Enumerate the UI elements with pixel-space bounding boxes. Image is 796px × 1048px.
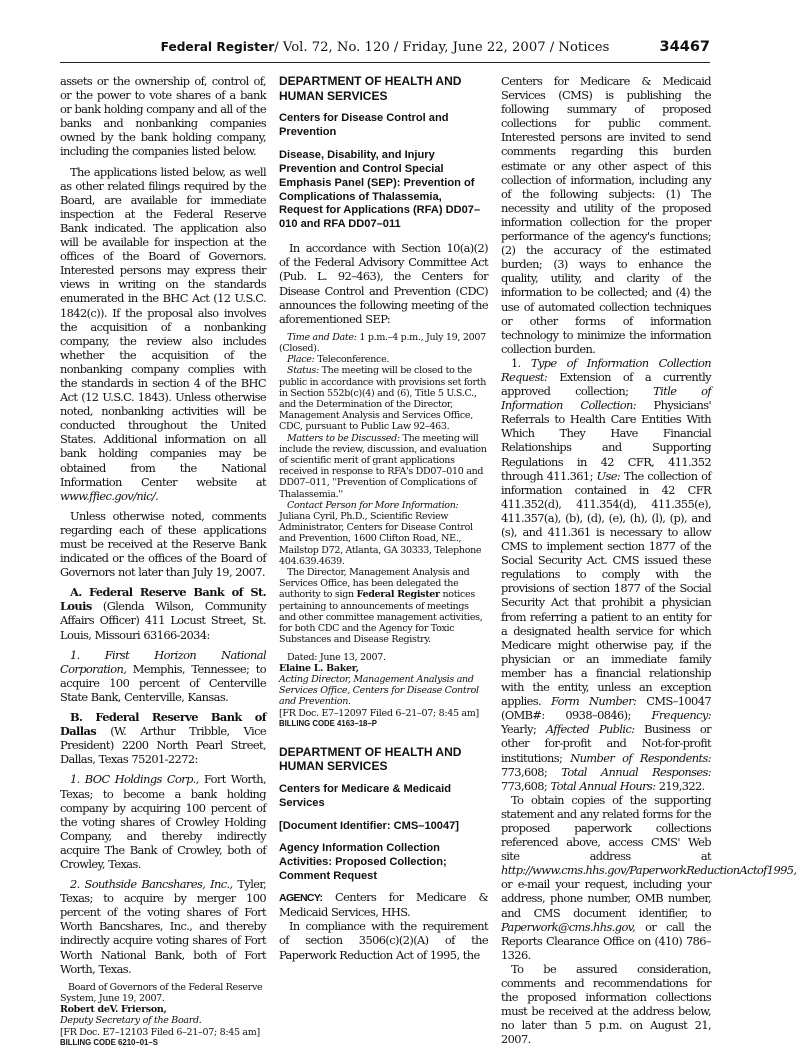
paragraph: Unless otherwise noted, comments regarding each of these applications must be received at the Reserve Bank indicated or the offices of the Board of Governors not later than July 19, 2007.: [60, 508, 266, 580]
meeting-time: Time and Date: 1 p.m.–4 p.m., July 19, 2007 (Closed).: [279, 331, 486, 355]
column-2: [279, 74, 488, 1014]
paragraph: In accordance with Section 10(a)(2) of the Federal Advisory Committee Act (Pub. L. 92–463), the Centers for Disease Control and Prevention (CDC) announces the following meeting of the aforementioned SEP:: [279, 241, 488, 326]
signer-name: Elaine L. Baker,: [279, 662, 359, 674]
fr-doc-line: [FR Doc. E7–12103 Filed 6–21–07; 8:45 am]: [60, 1026, 260, 1038]
paragraph: To be assured consideration, comments and recommendations for the proposed information collections must be received at the address below, no later than 5 p.m. on August 21, 2007.: [501, 961, 711, 1047]
column-3: [501, 74, 796, 1047]
application-entry: 1. BOC Holdings Corp., Fort Worth, Texas; to become a bank holding company by acquiring 100 percent of the voting shares of Crowley Holding Company, and thereby indirectly acquire The Bank of Crowley, both of Crowley, Texas.: [60, 772, 266, 871]
subagency-heading: Centers for Disease Control and Prevention: [279, 112, 449, 138]
page-header: [60, 40, 710, 60]
collection-details: 1. Type of Information Collection Request: Extension of a currently approved collection; Title of Information Collection: Physicians' Referrals to Health Care Entities With Which They Have Financial Relationships and Supporting Regulations in 42 CFR, 411.352 through 411.361; Use: The collection of information contained in 42 CFR 411.352(d), 411.354(d), 411.355(e), 411.357(a), (b), (d), (e), (h), (l), (p), and (s), and 411.361 is necessary to allow CMS to implement section 1877 of the Social Security Act. CMS issued these regulations to comply with the provisions of section 1877 of the Social Security Act that prohibit a physician from referring a patient to an entity for a designated health service for which Medicare might otherwise pay, if the physician or an immediate family member has a financial relationship with the entity, unless an exception applies. Form Number: CMS–10047 (OMB#: 0938–0846); Frequency: Yearly; Affected Public: Business or other for-profit and Not-for-profit institutions; Number of Respondents: 773,608; Total Annual Responses: 773,608; Total Annual Hours: 219,322.: [501, 355, 712, 793]
paragraph: The applications listed below, as well as other related filings required by the Board, are available for immediate inspection at the Federal Reserve Bank indicated. The application also will be available for inspection at the offices of the Board of Governors. Interested persons may express their views in writing on the standards enumerated in the BHC Act (12 U.S.C. 1842(c)). If the proposal also involves the acquisition of a nonbanking company, the review also includes whether the acquisition of the nonbanking company complies with the standards in section 4 of the BHC Act (12 U.S.C. 1843). Unless otherwise noted, nonbanking activities will be conducted throughout the United States. Additional information on all bank holding companies may be obtained from the National Information Center website at www.ffiec.gov/nic/.: [60, 164, 266, 503]
running-head: [60, 40, 710, 55]
signature-date: Board of Governors of the Federal Reserve System, June 19, 2007.: [60, 981, 263, 1004]
issue-info: / Vol. 72, No. 120 / Friday, June 22, 2007 / Notices: [274, 40, 610, 55]
reserve-bank-entry: A. Federal Reserve Bank of St. Louis (Glenda Wilson, Community Affairs Officer) 411 Locust Street, St. Louis, Missouri 63166-2034:: [60, 585, 266, 642]
meeting-status: Status: The meeting will be closed to the public in accordance with provisions set forth in Section 552b(c)(4) and (6), Title 5 U.S.C., and the Determination of the Director, Management Analysis and Services Office, CDC, pursuant to Public Law 92–463.: [279, 365, 487, 433]
column-1: [60, 74, 266, 1047]
document-identifier: [Document Identifier: CMS–10047]: [279, 819, 460, 832]
subagency-heading: Centers for Medicare & Medicaid Services: [279, 782, 452, 809]
agency-heading: DEPARTMENT OF HEALTH AND HUMAN SERVICES: [279, 744, 462, 774]
notice-title: Disease, Disability, and Injury Prevention and Control Special Emphasis Panel (SEP): Prevention of Complications of Thalassemia, Request for Applications (RFA) DD07–010 and RFA DD07–011: [279, 148, 481, 231]
application-entry: 2. Southside Bancshares, Inc., Tyler, Texas; to acquire by merger 100 percent of the voting shares of Fort Worth Bancshares, Inc., and thereby indirectly acquire voting shares of Fort Worth National Bank, both of Fort Worth, Texas.: [60, 877, 266, 976]
signer-name: Robert deV. Frierson,: [60, 1004, 167, 1016]
email-link[interactable]: Paperwork@cms.hhs.gov,: [501, 919, 636, 934]
paragraph: To obtain copies of the supporting statement and any related forms for the proposed paperwork collections referenced above, access CMS' Web site address at http://www.cms.hhs.gov/PaperworkReductionActof1995, or e-mail your request, including your address, phone number, OMB number, and CMS document identifier, to Paperwork@cms.hhs.gov, or call the Reports Clearance Office on (410) 786–1326.: [501, 792, 796, 962]
signature-date: Dated: June 13, 2007.: [287, 651, 386, 663]
notice-title: Agency Information Collection Activities: Proposed Collection; Comment Request: [279, 842, 447, 883]
page-number: 34467: [659, 39, 710, 55]
meeting-matters: Matters to be Discussed: The meeting will include the review, discussion, and evaluation of scientific merit of grant applications received in response to RFA's DD07–010 and DD07–011, ''Prevention of Complications of Thalassemia.'': [279, 432, 487, 500]
paragraph: assets or the ownership of, control of, or the power to vote shares of a bank or bank holding company and all of the banks and nonbanking companies owned by the bank holding company, including the companies listed below.: [60, 74, 266, 159]
paragraph: Centers for Medicare & Medicaid Services (CMS) is publishing the following summary of proposed collections for public comment. Interested persons are invited to send comments regarding this burden estimate or any other aspect of this collection of information, including any of the following subjects: (1) The necessity and utility of the proposed information collection for the proper performance of the agency's functions; (2) the accuracy of the estimated burden; (3) ways to enhance the quality, utility, and clarity of the information to be collected; and (4) the use of automated collection techniques or other forms of information technology to minimize the information collection burden.: [501, 74, 711, 356]
fr-doc-line: [FR Doc. E7–12097 Filed 6–21–07; 8:45 am]: [279, 707, 479, 719]
delegation-paragraph: The Director, Management Analysis and Services Office, has been delegated the authority to sign Federal Register notices pertaining to announcements of meetings and other committee management activities, for both CDC and the Agency for Toxic Substances and Disease Registry.: [279, 567, 483, 646]
paragraph: In compliance with the requirement of section 3506(c)(2)(A) of the Paperwork Reduction Act of 1995, the: [279, 919, 488, 962]
application-entry: 1. First Horizon National Corporation, Memphis, Tennessee; to acquire 100 percent of Centerville State Bank, Centerville, Kansas.: [60, 647, 266, 704]
contact-person: Contact Person for More Information: Juliana Cyril, Ph.D., Scientific Review Administrator, Centers for Disease Control and Prevention, 1600 Clifton Road, NE., Mailstop D72, Atlanta, GA 30333, Telephone 404.639.4639.: [279, 499, 482, 567]
signer-title: Acting Director, Management Analysis and Services Office, Centers for Disease Control and Prevention.: [279, 673, 479, 708]
meeting-place: Place: Teleconference.: [287, 354, 390, 366]
website-link[interactable]: www.ffiec.gov/nic/.: [60, 488, 159, 503]
reserve-bank-name: B. Federal Reserve Bank of Dallas: [60, 710, 266, 739]
agency-heading: DEPARTMENT OF HEALTH AND HUMAN SERVICES: [279, 74, 462, 103]
reserve-bank-entry: B. Federal Reserve Bank of Dallas (W. Arthur Tribble, Vice President) 2200 North Pearl Street, Dallas, Texas 75201-2272:: [60, 710, 266, 767]
running-head-title: Federal Register: [160, 40, 275, 54]
website-link[interactable]: http://www.cms.hhs.gov/PaperworkReductionActof1995,: [501, 863, 796, 878]
billing-code: BILLING CODE 6210–01–S: [60, 1037, 158, 1047]
header-rule: [60, 62, 710, 63]
signer-title: Deputy Secretary of the Board.: [60, 1015, 202, 1027]
agency-line: AGENCY: Centers for Medicare & Medicaid Services, HHS.: [279, 890, 488, 920]
billing-code: BILLING CODE 4163–18–P: [279, 718, 377, 728]
reserve-bank-name: A. Federal Reserve Bank of St. Louis: [60, 585, 266, 614]
